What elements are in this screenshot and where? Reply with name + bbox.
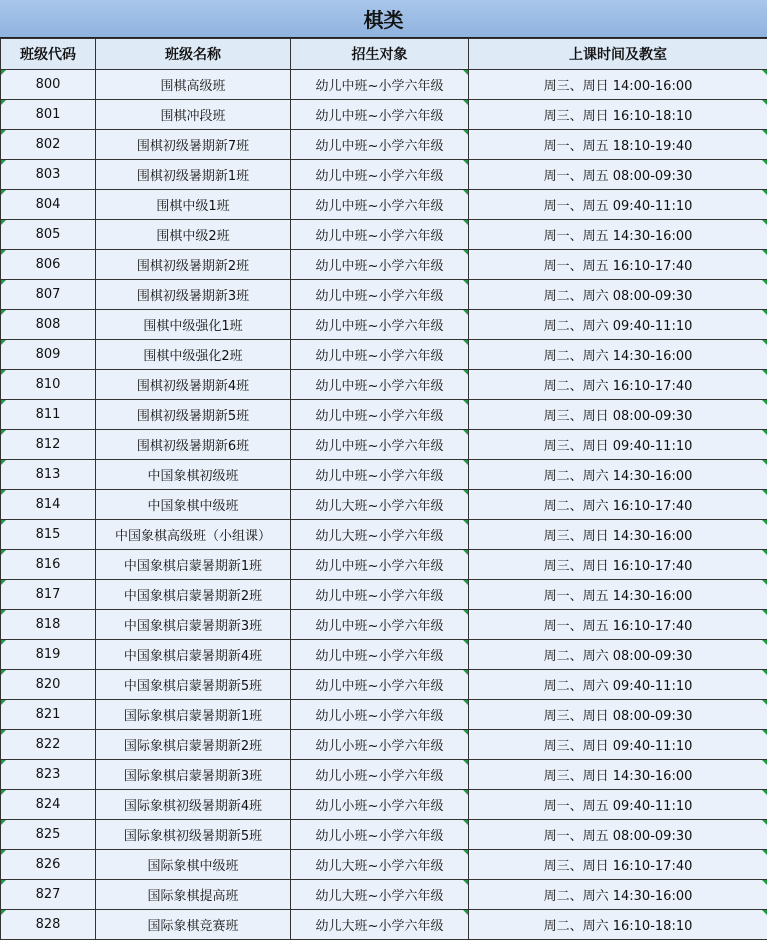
cell-schedule[interactable]: 周三、周日 14:00-16:00 (469, 70, 767, 100)
cell-class-code[interactable]: 816 (1, 550, 96, 580)
cell-enrollment-target[interactable]: 幼儿中班~小学六年级 (291, 70, 469, 100)
cell-schedule[interactable]: 周三、周日 16:10-18:10 (469, 100, 767, 130)
cell-enrollment-target[interactable]: 幼儿中班~小学六年级 (291, 430, 469, 460)
cell-class-code[interactable]: 810 (1, 370, 96, 400)
cell-schedule[interactable]: 周一、周五 08:00-09:30 (469, 820, 767, 850)
cell-class-name[interactable]: 中国象棋启蒙暑期新4班 (96, 640, 291, 670)
cell-class-name[interactable]: 国际象棋初级暑期新4班 (96, 790, 291, 820)
cell-enrollment-target[interactable]: 幼儿大班~小学六年级 (291, 850, 469, 880)
table-row (1, 310, 767, 340)
cell-enrollment-target[interactable]: 幼儿中班~小学六年级 (291, 160, 469, 190)
cell-class-name[interactable]: 围棋中级强化1班 (96, 310, 291, 340)
cell-class-name[interactable]: 围棋初级暑期新2班 (96, 250, 291, 280)
cell-schedule[interactable]: 周二、周六 08:00-09:30 (469, 280, 767, 310)
table-row (1, 880, 767, 910)
cell-class-name[interactable]: 围棋中级2班 (96, 220, 291, 250)
cell-schedule[interactable]: 周一、周五 08:00-09:30 (469, 160, 767, 190)
cell-class-name[interactable]: 国际象棋启蒙暑期新2班 (96, 730, 291, 760)
cell-enrollment-target[interactable]: 幼儿大班~小学六年级 (291, 880, 469, 910)
table-row (1, 910, 767, 940)
cell-class-code[interactable]: 814 (1, 490, 96, 520)
cell-enrollment-target[interactable]: 幼儿中班~小学六年级 (291, 580, 469, 610)
cell-schedule[interactable]: 周三、周日 16:10-17:40 (469, 550, 767, 580)
cell-schedule[interactable]: 周二、周六 16:10-17:40 (469, 370, 767, 400)
cell-class-code[interactable]: 803 (1, 160, 96, 190)
table-row (1, 160, 767, 190)
cell-class-code[interactable]: 811 (1, 400, 96, 430)
cell-schedule[interactable]: 周三、周日 08:00-09:30 (469, 700, 767, 730)
cell-class-code[interactable]: 804 (1, 190, 96, 220)
cell-class-code[interactable]: 827 (1, 880, 96, 910)
table-row (1, 100, 767, 130)
header-class-name[interactable]: 班级名称 (96, 39, 291, 70)
cell-class-name[interactable]: 中国象棋启蒙暑期新3班 (96, 610, 291, 640)
cell-class-name[interactable]: 国际象棋中级班 (96, 850, 291, 880)
cell-class-name[interactable]: 围棋初级暑期新5班 (96, 400, 291, 430)
cell-class-code[interactable]: 815 (1, 520, 96, 550)
table-row (1, 520, 767, 550)
cell-enrollment-target[interactable]: 幼儿中班~小学六年级 (291, 610, 469, 640)
cell-schedule[interactable]: 周三、周日 09:40-11:10 (469, 730, 767, 760)
cell-enrollment-target[interactable]: 幼儿中班~小学六年级 (291, 550, 469, 580)
cell-enrollment-target[interactable]: 幼儿中班~小学六年级 (291, 370, 469, 400)
cell-enrollment-target[interactable]: 幼儿中班~小学六年级 (291, 250, 469, 280)
cell-schedule[interactable]: 周三、周日 14:30-16:00 (469, 520, 767, 550)
cell-class-code[interactable]: 807 (1, 280, 96, 310)
cell-schedule[interactable]: 周二、周六 14:30-16:00 (469, 880, 767, 910)
cell-schedule[interactable]: 周三、周日 14:30-16:00 (469, 760, 767, 790)
cell-class-name[interactable]: 国际象棋提高班 (96, 880, 291, 910)
table-row (1, 760, 767, 790)
cell-schedule[interactable]: 周一、周五 18:10-19:40 (469, 130, 767, 160)
cell-class-code[interactable]: 800 (1, 70, 96, 100)
cell-class-name[interactable]: 中国象棋中级班 (96, 490, 291, 520)
cell-enrollment-target[interactable]: 幼儿中班~小学六年级 (291, 190, 469, 220)
cell-class-code[interactable]: 802 (1, 130, 96, 160)
table-row (1, 700, 767, 730)
header-class-code[interactable]: 班级代码 (1, 39, 96, 70)
cell-schedule[interactable]: 周三、周日 16:10-17:40 (469, 850, 767, 880)
header-row (1, 39, 767, 70)
cell-schedule[interactable]: 周二、周六 14:30-16:00 (469, 340, 767, 370)
cell-class-code[interactable]: 821 (1, 700, 96, 730)
cell-class-code[interactable]: 805 (1, 220, 96, 250)
cell-enrollment-target[interactable]: 幼儿小班~小学六年级 (291, 820, 469, 850)
table-row (1, 730, 767, 760)
cell-class-name[interactable]: 国际象棋初级暑期新5班 (96, 820, 291, 850)
cell-schedule[interactable]: 周二、周六 09:40-11:10 (469, 310, 767, 340)
cell-schedule[interactable]: 周一、周五 14:30-16:00 (469, 580, 767, 610)
cell-enrollment-target[interactable]: 幼儿中班~小学六年级 (291, 460, 469, 490)
table-row (1, 280, 767, 310)
cell-schedule[interactable]: 周一、周五 09:40-11:10 (469, 790, 767, 820)
cell-class-name[interactable]: 围棋冲段班 (96, 100, 291, 130)
cell-enrollment-target[interactable]: 幼儿中班~小学六年级 (291, 280, 469, 310)
cell-enrollment-target[interactable]: 幼儿小班~小学六年级 (291, 700, 469, 730)
cell-enrollment-target[interactable]: 幼儿中班~小学六年级 (291, 340, 469, 370)
cell-class-name[interactable]: 中国象棋高级班（小组课） (96, 520, 291, 550)
cell-enrollment-target[interactable]: 幼儿大班~小学六年级 (291, 520, 469, 550)
cell-schedule[interactable]: 周二、周六 16:10-17:40 (469, 490, 767, 520)
cell-class-name[interactable]: 围棋中级强化2班 (96, 340, 291, 370)
cell-class-name[interactable]: 中国象棋启蒙暑期新2班 (96, 580, 291, 610)
table-row (1, 430, 767, 460)
cell-class-code[interactable]: 823 (1, 760, 96, 790)
cell-class-code[interactable]: 828 (1, 910, 96, 940)
cell-enrollment-target[interactable]: 幼儿大班~小学六年级 (291, 910, 469, 940)
cell-class-code[interactable]: 820 (1, 670, 96, 700)
cell-schedule[interactable]: 周一、周五 16:10-17:40 (469, 250, 767, 280)
cell-class-name[interactable]: 中国象棋启蒙暑期新5班 (96, 670, 291, 700)
cell-class-name[interactable]: 中国象棋启蒙暑期新1班 (96, 550, 291, 580)
table-row (1, 610, 767, 640)
cell-class-code[interactable]: 825 (1, 820, 96, 850)
cell-class-name[interactable]: 围棋中级1班 (96, 190, 291, 220)
table-row (1, 190, 767, 220)
table-row (1, 640, 767, 670)
cell-schedule[interactable]: 周三、周日 08:00-09:30 (469, 400, 767, 430)
cell-enrollment-target[interactable]: 幼儿小班~小学六年级 (291, 760, 469, 790)
table-row (1, 70, 767, 100)
table-row (1, 550, 767, 580)
table-row (1, 580, 767, 610)
sheet-title: 棋类 (0, 0, 767, 38)
cell-class-code[interactable]: 801 (1, 100, 96, 130)
cell-class-code[interactable]: 826 (1, 850, 96, 880)
cell-enrollment-target[interactable]: 幼儿中班~小学六年级 (291, 130, 469, 160)
table-row (1, 670, 767, 700)
cell-class-code[interactable]: 817 (1, 580, 96, 610)
table-row (1, 220, 767, 250)
cell-class-name[interactable]: 围棋高级班 (96, 70, 291, 100)
cell-enrollment-target[interactable]: 幼儿中班~小学六年级 (291, 400, 469, 430)
cell-class-name[interactable]: 围棋初级暑期新6班 (96, 430, 291, 460)
table-row (1, 460, 767, 490)
table-row (1, 400, 767, 430)
cell-schedule[interactable]: 周三、周日 09:40-11:10 (469, 430, 767, 460)
cell-class-code[interactable]: 813 (1, 460, 96, 490)
table-body (1, 70, 767, 940)
table-row (1, 490, 767, 520)
cell-class-code[interactable]: 806 (1, 250, 96, 280)
cell-class-name[interactable]: 国际象棋启蒙暑期新1班 (96, 700, 291, 730)
header-enrollment-target[interactable]: 招生对象 (291, 39, 469, 70)
cell-enrollment-target[interactable]: 幼儿中班~小学六年级 (291, 670, 469, 700)
cell-class-code[interactable]: 812 (1, 430, 96, 460)
cell-schedule[interactable]: 周一、周五 14:30-16:00 (469, 220, 767, 250)
cell-class-code[interactable]: 822 (1, 730, 96, 760)
table-row (1, 820, 767, 850)
cell-schedule[interactable]: 周二、周六 14:30-16:00 (469, 460, 767, 490)
cell-class-name[interactable]: 围棋初级暑期新1班 (96, 160, 291, 190)
cell-class-code[interactable]: 818 (1, 610, 96, 640)
cell-class-code[interactable]: 808 (1, 310, 96, 340)
cell-schedule[interactable]: 周二、周六 09:40-11:10 (469, 670, 767, 700)
cell-enrollment-target[interactable]: 幼儿小班~小学六年级 (291, 730, 469, 760)
cell-schedule[interactable]: 周二、周六 08:00-09:30 (469, 640, 767, 670)
cell-class-code[interactable]: 819 (1, 640, 96, 670)
table-row (1, 250, 767, 280)
cell-class-name[interactable]: 围棋初级暑期新7班 (96, 130, 291, 160)
cell-class-name[interactable]: 中国象棋初级班 (96, 460, 291, 490)
cell-class-name[interactable]: 国际象棋启蒙暑期新3班 (96, 760, 291, 790)
class-table (0, 38, 767, 940)
cell-enrollment-target[interactable]: 幼儿中班~小学六年级 (291, 310, 469, 340)
table-row (1, 370, 767, 400)
cell-schedule[interactable]: 周一、周五 16:10-17:40 (469, 610, 767, 640)
cell-enrollment-target[interactable]: 幼儿中班~小学六年级 (291, 220, 469, 250)
cell-enrollment-target[interactable]: 幼儿大班~小学六年级 (291, 490, 469, 520)
table-row (1, 130, 767, 160)
table-row (1, 790, 767, 820)
header-schedule[interactable]: 上课时间及教室 (469, 39, 767, 70)
cell-schedule[interactable]: 周一、周五 09:40-11:10 (469, 190, 767, 220)
cell-class-code[interactable]: 809 (1, 340, 96, 370)
table-row (1, 340, 767, 370)
cell-enrollment-target[interactable]: 幼儿小班~小学六年级 (291, 790, 469, 820)
cell-class-name[interactable]: 国际象棋竞赛班 (96, 910, 291, 940)
cell-enrollment-target[interactable]: 幼儿中班~小学六年级 (291, 100, 469, 130)
table-row (1, 850, 767, 880)
cell-class-code[interactable]: 824 (1, 790, 96, 820)
cell-class-name[interactable]: 围棋初级暑期新4班 (96, 370, 291, 400)
cell-class-name[interactable]: 围棋初级暑期新3班 (96, 280, 291, 310)
cell-schedule[interactable]: 周二、周六 16:10-18:10 (469, 910, 767, 940)
cell-enrollment-target[interactable]: 幼儿中班~小学六年级 (291, 640, 469, 670)
